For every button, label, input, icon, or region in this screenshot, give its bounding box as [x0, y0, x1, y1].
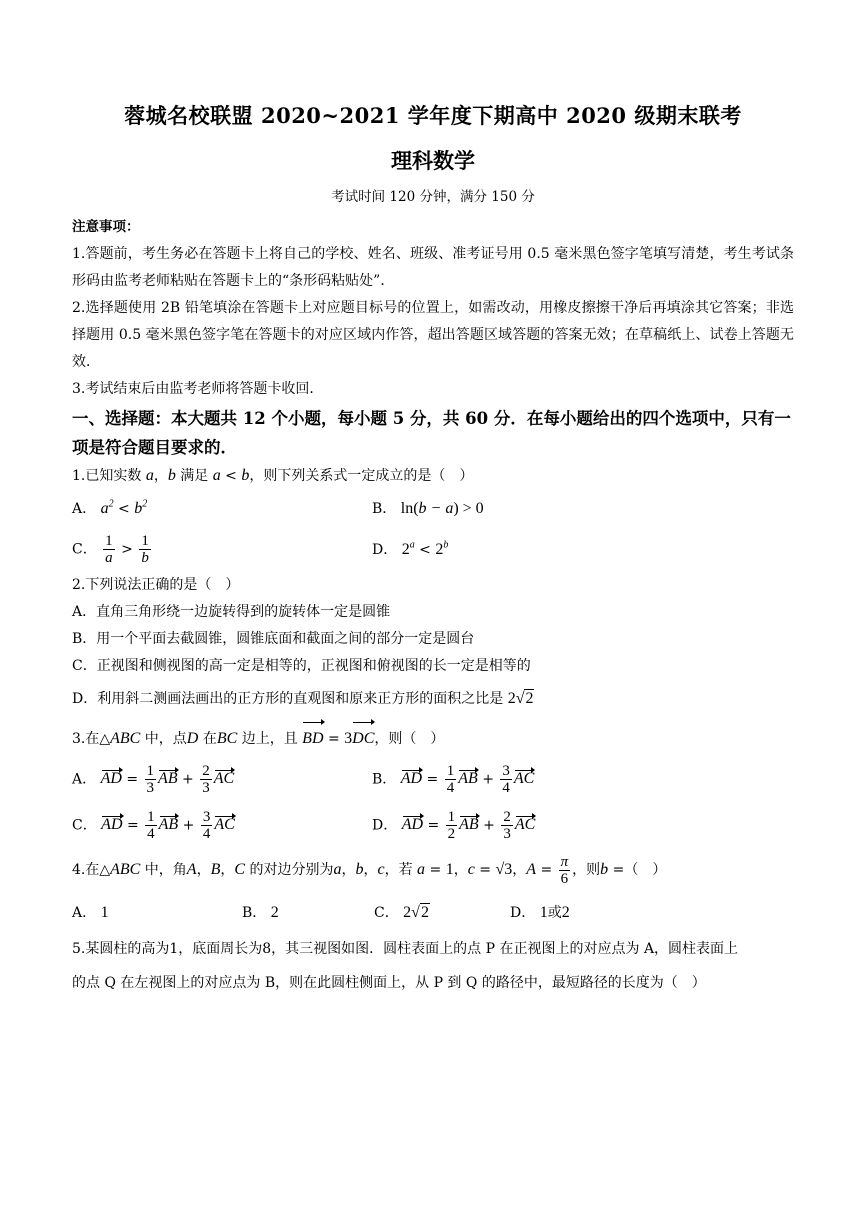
q1-options-row-2	[72, 526, 794, 572]
question-4	[72, 848, 794, 932]
question-3	[72, 722, 794, 848]
question-5	[72, 932, 794, 1000]
exam-time: 考试时间 120 分钟，满分 150 分	[331, 189, 535, 205]
q3-stem: 3.在△ABC 中，点D 在BC 边上，且 BD = 3DC，则（ ）	[72, 722, 794, 756]
q4-options-row	[72, 892, 794, 932]
q4-option-d[interactable]: D． 1或2	[510, 904, 570, 921]
notice-heading: 注意事项：	[72, 219, 140, 235]
q2-option-b[interactable]: B．用一个平面去截圆锥，圆锥底面和截面之间的部分一定是圆台	[72, 631, 475, 647]
q5-line-2: 的点 Q 在左视图上的对应点为 B，则在此圆柱侧面上，从 P 到 Q 的路径中，最短路径的长度为（ ）	[72, 975, 706, 991]
q4-stem: 4.在△ABC 中，角A，B，C 的对边分别为a，b，c，若 a = 1，c = √3，A = $\frac{\pi}{6}$ ，则b =（ ）	[72, 853, 667, 887]
question-1	[72, 462, 794, 572]
section-1-heading: 一、选择题：本大题共 12 个小题，每小题 5 分，共 60 分．在每小题给出的四个选项中，只有一项是符合题目要求的．	[72, 409, 791, 457]
q3-option-d[interactable]: D． AD = $\frac{1}{2}$ AB + $\frac{2}{3}$ AC	[372, 808, 536, 842]
q4-option-c[interactable]: C． 2√2	[374, 904, 429, 921]
q3-option-c[interactable]: C． AD = $\frac{1}{4}$ AB + $\frac{3}{4}$ AC	[72, 808, 235, 842]
q1-option-b[interactable]: B． ln(b − a) > 0	[372, 500, 484, 517]
notice-item-1: 1.答题前，考生务必在答题卡上将自己的学校、姓名、班级、准考证号用 0.5 毫米黑色签字笔填写清楚，考生考试条形码由监考老师粘贴在答题卡上的“条形码粘贴处”．	[72, 246, 794, 289]
q3-options-row-2	[72, 802, 794, 848]
q1-option-d[interactable]: D． $2^a < 2^b$	[372, 539, 449, 558]
q4-option-a[interactable]: A． 1	[72, 904, 109, 921]
question-2	[72, 572, 794, 718]
q3-option-a[interactable]: A． AD = $\frac{1}{3}$ AB + $\frac{2}{3}$ AC	[72, 762, 235, 796]
exam-page	[72, 100, 794, 1000]
q2-option-c[interactable]: C．正视图和侧视图的高一定是相等的，正视图和俯视图的长一定是相等的	[72, 658, 531, 674]
q3-options-row-1	[72, 756, 794, 802]
notice-item-2: 2.选择题使用 2B 铅笔填涂在答题卡上对应题目标号的位置上，如需改动，用橡皮擦擦干净后再填涂其它答案；非选择题用 0.5 毫米黑色签字笔在答题卡的对应区域内作答，超出答题区域答题的答案无效；在草稿纸上、试卷上答题无效．	[72, 300, 794, 370]
q1-stem: 1.已知实数 a，b 满足 a < b，则下列关系式一定成立的是（ ）	[72, 467, 474, 484]
exam-title: 蓉城名校联盟 2020~2021 学年度下期高中 2020 级期末联考	[124, 103, 742, 128]
q1-option-c[interactable]: C． $\frac{1}{a}$ > $\frac{1}{b}$	[72, 532, 149, 566]
q2-option-a[interactable]: A．直角三角形绕一边旋转得到的旋转体一定是圆锥	[72, 604, 391, 620]
q2-option-d[interactable]: D．利用斜二测画法画出的正方形的直观图和原来正方形的面积之比是 2√2	[72, 690, 534, 707]
q2-stem: 2.下列说法正确的是（ ）	[72, 577, 240, 593]
q1-option-a[interactable]: A． $a^2 < b^2$	[72, 498, 148, 517]
q1-options-row-1	[72, 490, 794, 526]
q4-option-b[interactable]: B． 2	[242, 904, 279, 921]
notice-item-3: 3.考试结束后由监考老师将答题卡收回．	[72, 381, 324, 397]
exam-subtitle: 理科数学	[391, 148, 475, 173]
q3-option-b[interactable]: B． AD = $\frac{1}{4}$ AB + $\frac{3}{4}$ AC	[372, 762, 535, 796]
q5-line-1: 5.某圆柱的高为1，底面周长为8，其三视图如图．圆柱表面上的点 P 在正视图上的对应点为 A，圆柱表面上	[72, 941, 739, 957]
